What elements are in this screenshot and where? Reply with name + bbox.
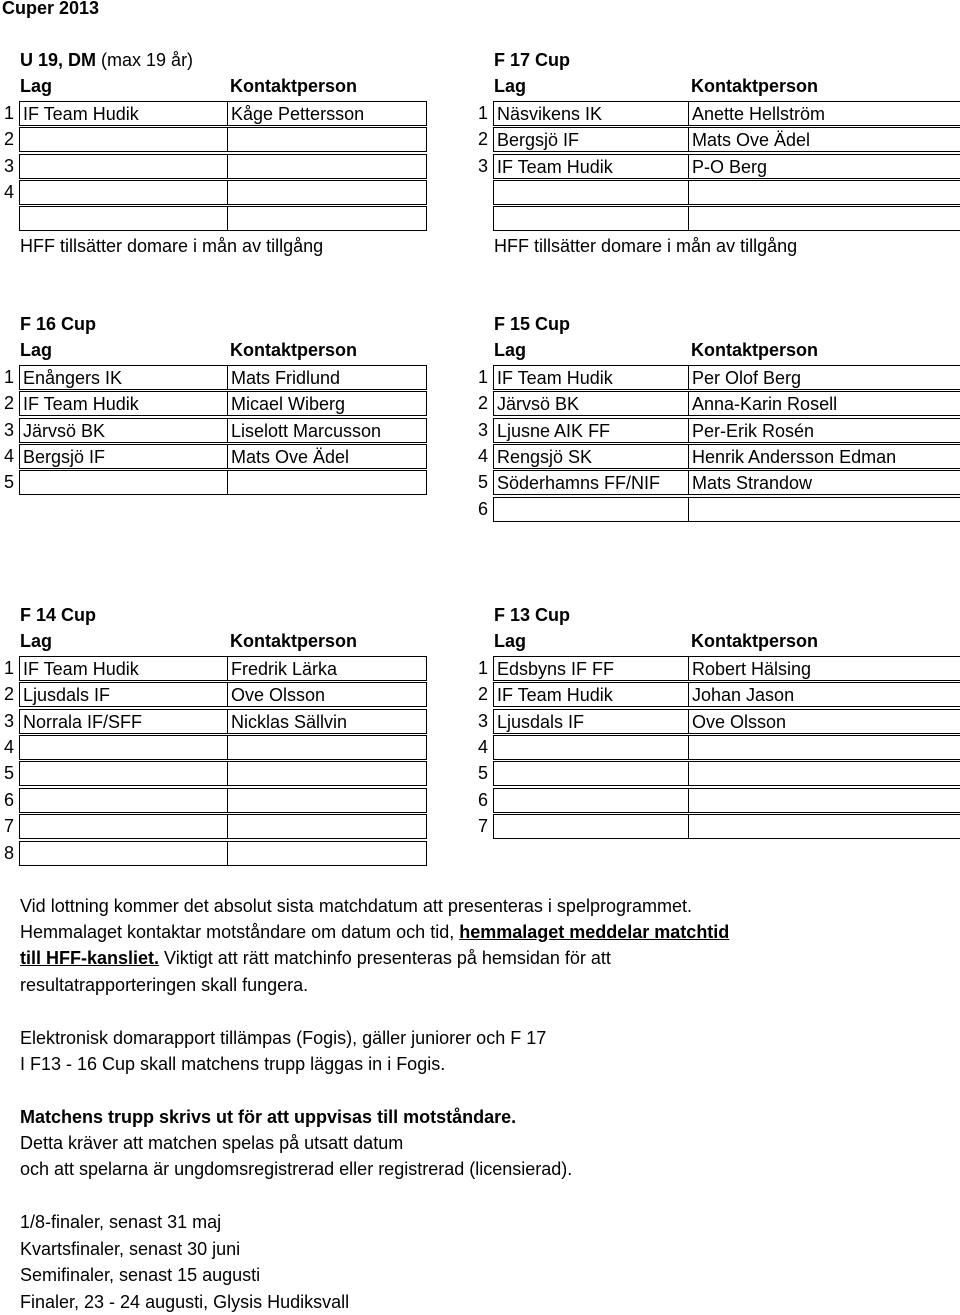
contact-cell <box>227 682 427 707</box>
team-cell <box>493 127 689 152</box>
contact-cell <box>688 206 960 231</box>
f13-header-team: Lag <box>494 631 527 652</box>
team-name: Ljusdals IF <box>497 711 585 732</box>
u19-header-contact: Kontaktperson <box>230 76 358 97</box>
page-title: Cuper 2013 <box>2 0 100 18</box>
row-number: 5 <box>477 472 488 493</box>
team-cell <box>493 497 689 522</box>
row-number: 2 <box>3 393 14 414</box>
row-number: 2 <box>477 393 488 414</box>
date-eighth-finals: 1/8-finaler, senast 31 maj <box>20 1212 222 1232</box>
f17-header-team: Lag <box>494 76 527 97</box>
f13-title-bold: F 13 Cup <box>494 605 571 625</box>
team-cell <box>493 391 689 416</box>
u19-title-rest: (max 19 år) <box>96 50 194 70</box>
team-cell <box>19 154 228 179</box>
contact-name: Ove Olsson <box>231 685 326 706</box>
date-semi-finals: Semifinaler, senast 15 augusti <box>20 1265 261 1285</box>
contact-cell <box>688 497 960 522</box>
date-finals: Finaler, 23 - 24 augusti, Glysis Hudiksvall <box>20 1292 350 1312</box>
contact-name: Mats Strandow <box>692 473 813 494</box>
row-number: 1 <box>477 657 488 678</box>
row-number: 2 <box>3 684 14 705</box>
team-cell <box>493 761 689 786</box>
row-number: 1 <box>477 102 488 123</box>
row-number: 3 <box>477 419 488 440</box>
team-cell <box>493 656 689 681</box>
team-name: IF Team Hudik <box>497 685 613 706</box>
f16-header-contact: Kontaktperson <box>230 340 358 361</box>
contact-cell <box>227 101 427 126</box>
contact-name: Robert Hälsing <box>692 658 812 679</box>
row-number: 6 <box>3 789 14 810</box>
team-name: Ljusdals IF <box>23 685 111 706</box>
team-cell <box>19 180 228 205</box>
team-cell <box>19 418 228 443</box>
info-contact-line: Hemmalaget kontaktar motståndare om datum och tid, hemmalaget meddelar matchtid <box>20 922 730 942</box>
contact-name: Per-Erik Rosén <box>692 420 815 441</box>
team-cell <box>19 365 228 390</box>
team-cell <box>493 154 689 179</box>
info-kansli-line: till HFF-kansliet. Viktigt att rätt matchinfo presenteras på hemsidan för att <box>20 948 611 968</box>
row-number: 2 <box>477 129 488 150</box>
contact-name: Nicklas Sällvin <box>231 711 348 732</box>
team-cell <box>19 682 228 707</box>
contact-cell <box>227 814 427 839</box>
team-cell <box>493 206 689 231</box>
contact-name: Mats Fridlund <box>231 367 341 388</box>
row-number: 5 <box>3 472 14 493</box>
info-trupp-heading: Matchens trupp skrivs ut för att uppvisas till motståndare. <box>20 1107 517 1127</box>
info-emphasis-1: hemmalaget meddelar matchtid <box>459 922 730 942</box>
team-cell <box>19 709 228 734</box>
team-cell <box>493 709 689 734</box>
contact-cell <box>227 127 427 152</box>
contact-cell <box>227 154 427 179</box>
f16-title <box>20 311 96 337</box>
contact-cell <box>688 656 960 681</box>
team-name: Näsvikens IK <box>497 103 603 124</box>
f14-header-team: Lag <box>20 631 53 652</box>
team-cell <box>493 470 689 495</box>
f15-title <box>494 311 570 337</box>
contact-name: Micael Wiberg <box>231 394 346 415</box>
team-cell <box>19 656 228 681</box>
row-number: 3 <box>477 710 488 731</box>
contact-cell <box>688 365 960 390</box>
row-number: 1 <box>477 366 488 387</box>
contact-cell <box>227 709 427 734</box>
team-name: Rengsjö SK <box>497 447 593 467</box>
row-number: 3 <box>3 710 14 731</box>
contact-cell <box>688 788 960 813</box>
row-number: 4 <box>477 446 488 466</box>
team-cell <box>19 444 228 469</box>
f14-title <box>20 602 96 628</box>
team-cell <box>19 391 228 416</box>
team-cell <box>19 101 228 126</box>
team-name: Järvsö BK <box>497 394 580 415</box>
team-name: Enångers IK <box>23 367 123 388</box>
f17-referee-note: HFF tillsätter domare i mån av tillgång <box>494 235 798 256</box>
team-cell <box>493 365 689 390</box>
info-emphasis-2: till HFF-kansliet. <box>20 948 160 968</box>
row-number: 2 <box>477 684 488 705</box>
contact-cell <box>227 365 427 390</box>
contact-cell <box>688 814 960 839</box>
team-name: IF Team Hudik <box>497 367 613 388</box>
team-cell <box>493 788 689 813</box>
contact-cell <box>688 761 960 786</box>
row-number: 5 <box>477 763 488 784</box>
contact-cell <box>227 735 427 760</box>
f15-header-team: Lag <box>494 340 527 361</box>
team-name: IF Team Hudik <box>23 103 139 124</box>
row-number: 4 <box>3 182 14 202</box>
f17-title <box>494 47 570 73</box>
f14-title-bold: F 14 Cup <box>20 605 97 625</box>
team-cell <box>19 814 228 839</box>
row-number: 6 <box>477 498 488 519</box>
contact-cell <box>227 180 427 205</box>
team-cell <box>19 841 228 866</box>
row-number: 5 <box>3 763 14 784</box>
f15-header-contact: Kontaktperson <box>691 340 819 361</box>
contact-cell <box>227 470 427 495</box>
contact-cell <box>227 391 427 416</box>
u19-title <box>20 47 193 73</box>
team-cell <box>493 180 689 205</box>
team-name: IF Team Hudik <box>23 394 139 415</box>
row-number: 4 <box>3 446 14 466</box>
contact-name: Mats Ove Ädel <box>231 447 350 467</box>
team-cell <box>493 418 689 443</box>
row-number: 3 <box>477 155 488 176</box>
contact-name: Fredrik Lärka <box>231 658 338 679</box>
contact-cell <box>227 206 427 231</box>
f14-header-contact: Kontaktperson <box>230 631 358 652</box>
team-name: Söderhamns FF/NIF <box>497 473 661 494</box>
contact-cell <box>688 444 960 469</box>
contact-cell <box>688 127 960 152</box>
contact-name: Johan Jason <box>692 685 795 706</box>
u19-referee-note: HFF tillsätter domare i mån av tillgång <box>20 235 324 256</box>
team-name: Ljusne AIK FF <box>497 420 611 441</box>
f16-header-team: Lag <box>20 340 53 361</box>
contact-cell <box>688 682 960 707</box>
team-cell <box>19 470 228 495</box>
contact-cell <box>688 391 960 416</box>
contact-name: Anna-Karin Rosell <box>692 394 838 415</box>
info-fogis-1: Elektronisk domarapport tillämpas (Fogis), gäller juniorer och F 17 <box>20 1028 547 1048</box>
team-name: IF Team Hudik <box>23 658 139 679</box>
row-number: 1 <box>3 657 14 678</box>
f13-header-contact: Kontaktperson <box>691 631 819 652</box>
contact-cell <box>688 101 960 126</box>
team-name: Bergsjö IF <box>497 130 580 151</box>
row-number: 4 <box>477 737 488 757</box>
contact-name: Henrik Andersson Edman <box>692 447 897 467</box>
team-cell <box>19 735 228 760</box>
info-fogis-2: I F13 - 16 Cup skall matchens trupp läggas in i Fogis. <box>20 1054 446 1074</box>
info-trupp-2: Detta kräver att matchen spelas på utsatt datum <box>20 1133 404 1153</box>
team-name: IF Team Hudik <box>497 156 613 177</box>
team-name: Järvsö BK <box>23 420 106 441</box>
team-cell <box>493 444 689 469</box>
contact-name: Mats Ove Ädel <box>692 130 811 151</box>
contact-cell <box>227 444 427 469</box>
team-cell <box>493 735 689 760</box>
contact-cell <box>688 735 960 760</box>
contact-cell <box>227 841 427 866</box>
f15-title-bold: F 15 Cup <box>494 314 571 334</box>
row-number: 2 <box>3 129 14 150</box>
row-number: 7 <box>3 816 14 837</box>
contact-cell <box>227 656 427 681</box>
team-name: Bergsjö IF <box>23 447 106 467</box>
info-result-line: resultatrapporteringen skall fungera. <box>20 975 309 995</box>
row-number: 3 <box>3 419 14 440</box>
contact-cell <box>227 418 427 443</box>
info-lottning: Vid lottning kommer det absolut sista matchdatum att presenteras i spelprogrammet. <box>20 896 692 916</box>
team-name: Edsbyns IF FF <box>497 658 615 679</box>
contact-name: Per Olof Berg <box>692 367 802 388</box>
f17-header-contact: Kontaktperson <box>691 76 819 97</box>
contact-cell <box>227 788 427 813</box>
contact-cell <box>227 761 427 786</box>
contact-name: Ove Olsson <box>692 711 787 732</box>
row-number: 1 <box>3 366 14 387</box>
f16-title-bold: F 16 Cup <box>20 314 97 334</box>
date-quarter-finals: Kvartsfinaler, senast 30 juni <box>20 1239 241 1259</box>
contact-name: Anette Hellström <box>692 103 826 124</box>
team-cell <box>493 814 689 839</box>
contact-cell <box>688 154 960 179</box>
contact-cell <box>688 470 960 495</box>
team-cell <box>19 788 228 813</box>
row-number: 4 <box>3 737 14 757</box>
info-trupp-3: och att spelarna är ungdomsregistrerad eller registrerad (licensierad). <box>20 1159 573 1179</box>
f13-title <box>494 602 570 628</box>
contact-cell <box>688 709 960 734</box>
row-number: 3 <box>3 155 14 176</box>
team-cell <box>19 127 228 152</box>
f17-title-bold: F 17 Cup <box>494 50 571 70</box>
team-cell <box>19 206 228 231</box>
row-number: 1 <box>3 102 14 123</box>
u19-title-bold: U 19, DM <box>20 50 97 70</box>
contact-name: Liselott Marcusson <box>231 420 382 441</box>
team-cell <box>493 682 689 707</box>
contact-cell <box>688 418 960 443</box>
contact-name: Kåge Pettersson <box>231 103 365 124</box>
row-number: 6 <box>477 789 488 810</box>
row-number: 8 <box>3 842 14 863</box>
u19-header-team: Lag <box>20 76 53 97</box>
contact-cell <box>688 180 960 205</box>
contact-name: P-O Berg <box>692 156 768 177</box>
team-name: Norrala IF/SFF <box>23 711 143 732</box>
team-cell <box>493 101 689 126</box>
team-cell <box>19 761 228 786</box>
row-number: 7 <box>477 816 488 837</box>
